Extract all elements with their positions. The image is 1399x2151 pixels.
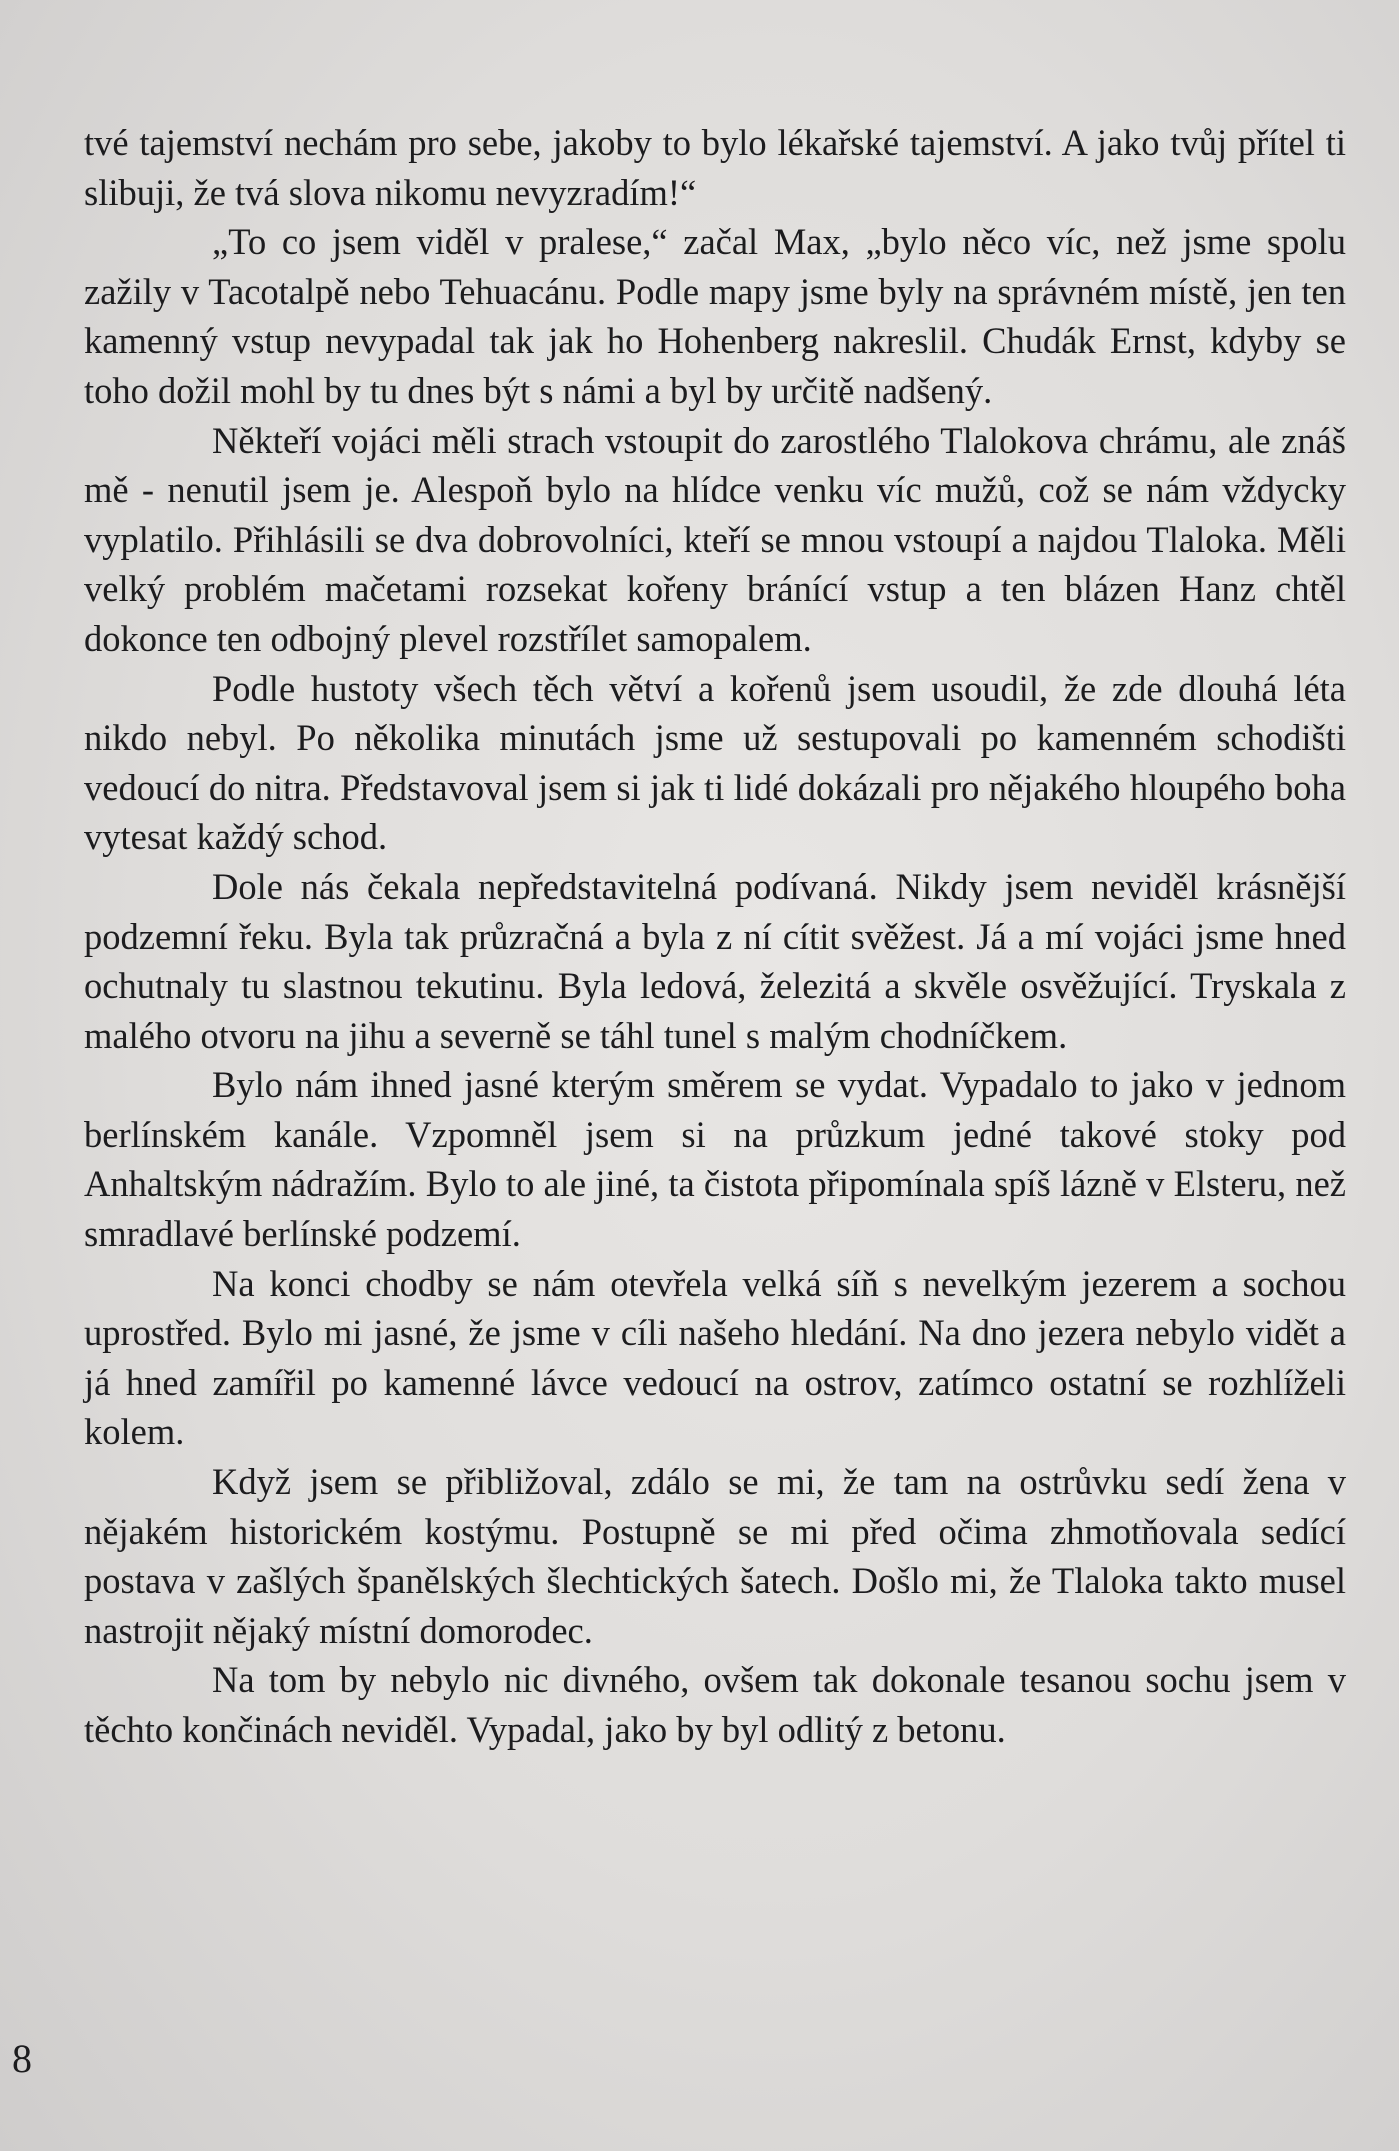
body-text [84, 118, 1346, 1755]
paragraph: Bylo nám ihned jasné kterým směrem se vydat. Vypadalo to jako v jednom berlínském kanále. Vzpomněl jsem si na průzkum jedné takové stoky pod Anhaltským nádražím. Bylo to ale jiné, ta čistota připomínala spíš lázně v Elsteru, než smradlavé berlínské podzemí. [84, 1064, 1346, 1255]
paragraph: Někteří vojáci měli strach vstoupit do zarostlého Tlalokova chrámu, ale znáš mě - nenutil jsem je. Alespoň bylo na hlídce venku víc mužů, což se nám vždycky vyplatilo. Přihlásili se dva dobrovolníci, kteří se mnou vstoupí a najdou Tlaloka. Měli velký problém mačetami rozsekat kořeny bránící vstup a ten blázen Hanz chtěl dokonce ten odbojný plevel rozstřílet samopalem. [84, 419, 1346, 659]
paragraph: Dole nás čekala nepředstavitelná podívaná. Nikdy jsem neviděl krásnější podzemní řeku. Byla tak průzračná a byla z ní cítit svěžest. Já a mí vojáci jsme hned ochutnaly tu slastnou tekutinu. Byla ledová, železitá a skvěle osvěžující. Tryskala z malého otvoru na jihu a severně se táhl tunel s malým chodníčkem. [84, 865, 1346, 1056]
paragraph-continuation: tvé tajemství nechám pro sebe, jakoby to bylo lékařské tajemství. A jako tvůj přítel ti slibuji, že tvá slova nikomu nevyzradím!“ [84, 122, 1346, 213]
paragraph: Podle hustoty všech těch větví a kořenů jsem usoudil, že zde dlouhá léta nikdo nebyl. Po několika minutách jsme už sestupovali po kamenném schodišti vedoucí do nitra. Představoval jsem si jak ti lidé dokázali pro nějakého hloupého boha vytesat každý schod. [84, 667, 1346, 858]
paragraph: Na tom by nebylo nic divného, ovšem tak dokonale tesanou sochu jsem v těchto končinách neviděl. Vypadal, jako by byl odlitý z betonu. [84, 1659, 1346, 1750]
paragraph: „To co jsem viděl v pralese,“ začal Max, „bylo něco víc, než jsme spolu zažily v Tacotalpě nebo Tehuacánu. Podle mapy jsme byly na správném místě, jen ten kamenný vstup nevypadal tak jak ho Hohenberg nakreslil. Chudák Ernst, kdyby se toho dožil mohl by tu dnes být s námi a byl by určitě nadšený. [84, 221, 1346, 411]
paragraph: Když jsem se přibližoval, zdálo se mi, že tam na ostrůvku sedí žena v nějakém historickém kostýmu. Postupně se mi před očima zhmotňovala sedící postava v zašlých španělských šlechtických šatech. Došlo mi, že Tlaloka takto musel nastrojit nějaký místní domorodec. [84, 1461, 1346, 1651]
page-number: 8 [12, 2036, 32, 2081]
paragraph: Na konci chodby se nám otevřela velká síň s nevelkým jezerem a sochou uprostřed. Bylo mi jasné, že jsme v cíli našeho hledání. Na dno jezera nebylo vidět a já hned zamířil po kamenné lávce vedoucí na ostrov, zatímco ostatní se rozhlíželi kolem. [84, 1262, 1346, 1453]
